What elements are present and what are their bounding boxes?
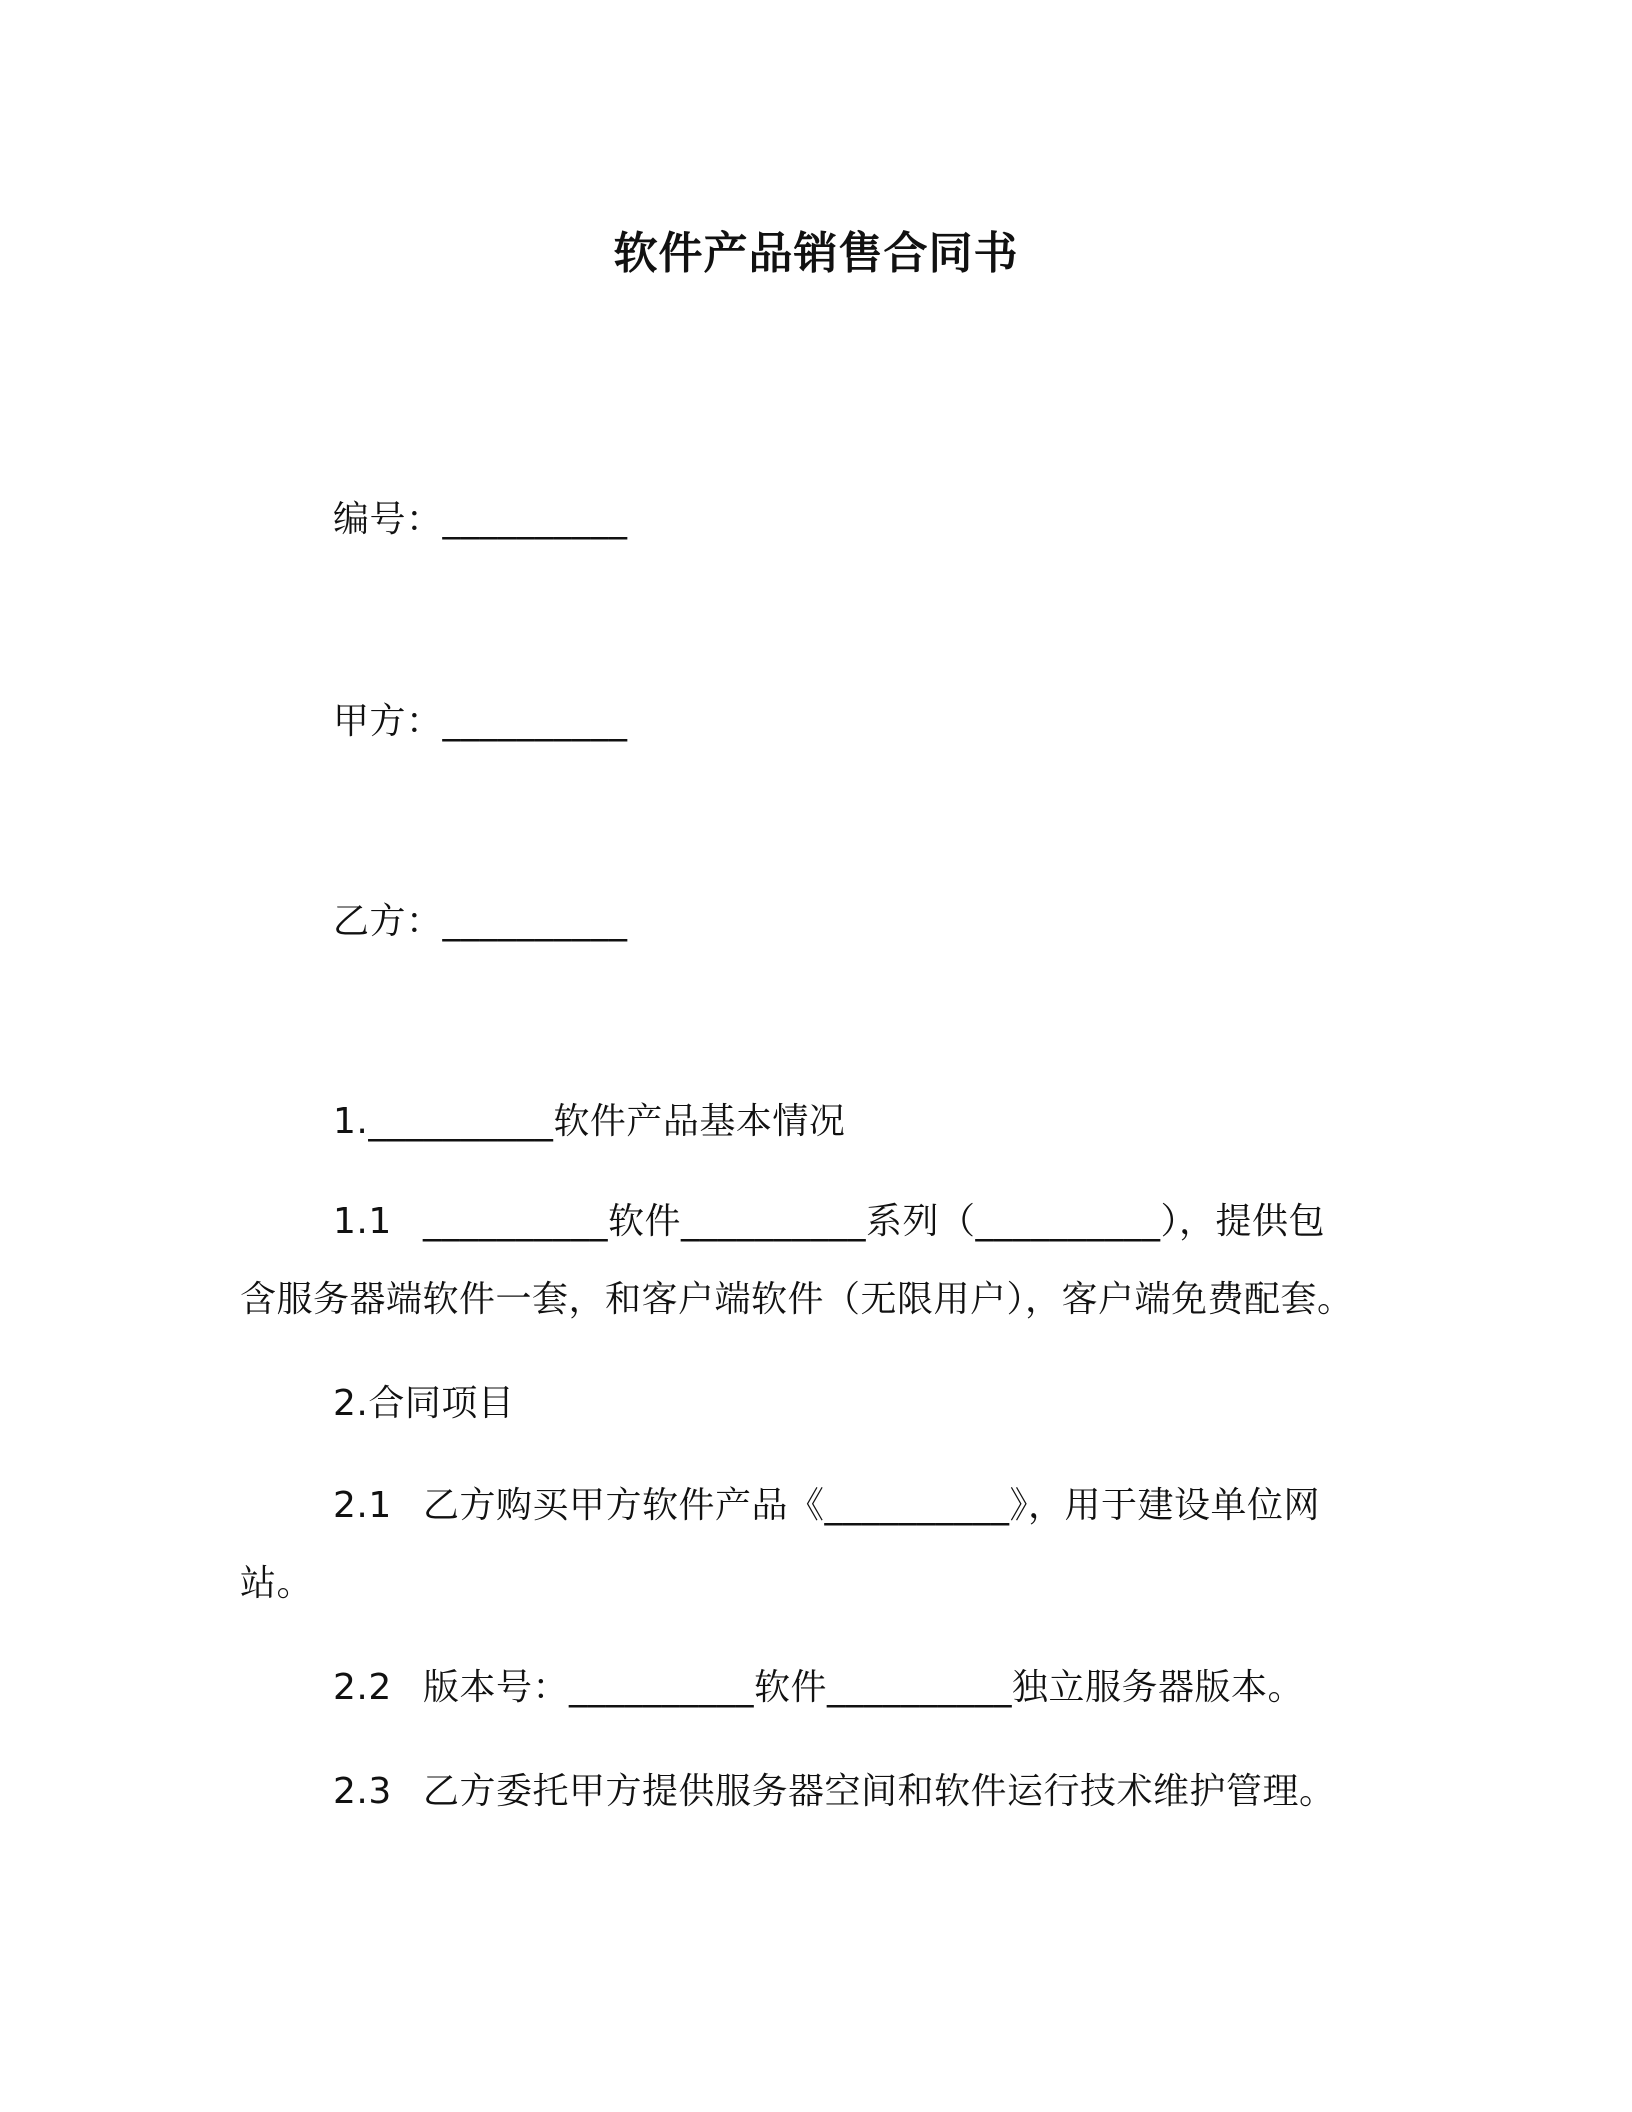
- clause-2-1-number: 2.1: [333, 1485, 392, 1526]
- clause-2-3-text: 乙方委托甲方提供服务器空间和软件运行技术维护管理。: [423, 1771, 1336, 1812]
- document-title: 软件产品销售合同书: [613, 228, 1019, 279]
- field-party-a: 甲方：__________: [333, 701, 628, 742]
- clause-2-1-line-2: 站。: [240, 1563, 314, 1604]
- clause-2-1-line-1: 乙方购买甲方软件产品《__________》，用于建设单位网: [423, 1485, 1321, 1526]
- clause-2-2-number: 2.2: [333, 1667, 392, 1708]
- clause-2-3-number: 2.3: [333, 1771, 392, 1812]
- clause-1-1-line-2: 含服务器端软件一套，和客户端软件（无限用户），客户端免费配套。: [240, 1279, 1354, 1320]
- clause-1-1-line-1: __________软件__________系列（__________），提供包: [423, 1201, 1326, 1242]
- section-2-heading: 2.合同项目: [333, 1383, 515, 1424]
- section-1-heading: 1.__________软件产品基本情况: [333, 1101, 846, 1142]
- clause-2-2-text: 版本号：__________软件__________独立服务器版本。: [423, 1667, 1305, 1708]
- field-party-b: 乙方：__________: [333, 901, 628, 942]
- clause-1-1-number: 1.1: [333, 1201, 392, 1242]
- field-number: 编号：__________: [333, 499, 628, 540]
